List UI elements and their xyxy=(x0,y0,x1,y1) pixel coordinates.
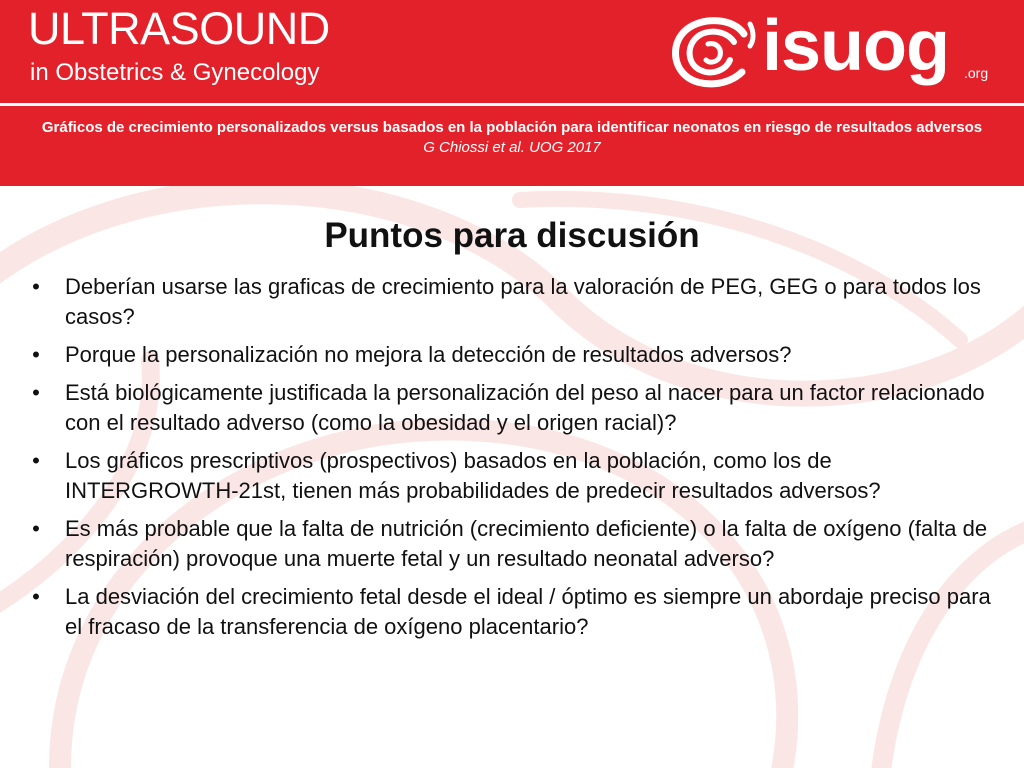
bullet-icon: • xyxy=(32,380,40,405)
slide-title: Puntos para discusión xyxy=(324,216,700,255)
point-text: Los gráficos prescriptivos (prospectivos) basados en la población, como los de INTERGROWTH-21st, tienen más probabilidades de predecir resultados adversos? xyxy=(65,448,881,503)
isuog-domain-suffix: .org xyxy=(964,65,989,81)
bullet-icon: • xyxy=(32,516,40,541)
bullet-icon: • xyxy=(32,584,40,609)
list-item xyxy=(26,514,1001,574)
bullet-icon: • xyxy=(32,274,40,299)
list-item xyxy=(26,272,1001,332)
journal-header xyxy=(0,0,1024,103)
article-title: Gráficos de crecimiento personalizados versus basados en la población para identificar neonatos en riesgo de resultados adversos xyxy=(41,119,983,136)
discussion-points-list xyxy=(26,272,1001,650)
journal-subtitle: in Obstetrics & Gynecology xyxy=(30,59,320,86)
point-text: La desviación del crecimiento fetal desde el ideal / óptimo es siempre un abordaje preciso para el fracaso de la transferencia de oxígeno placentario? xyxy=(65,584,991,639)
list-item xyxy=(26,340,1001,370)
point-text: Porque la personalización no mejora la detección de resultados adversos? xyxy=(65,342,792,367)
bullet-icon: • xyxy=(32,448,40,473)
slide-content xyxy=(0,186,1024,768)
point-text: Deberían usarse las graficas de crecimiento para la valoración de PEG, GEG o para todos los casos? xyxy=(65,274,981,329)
list-item xyxy=(26,378,1001,438)
article-banner xyxy=(0,106,1024,186)
point-text: Es más probable que la falta de nutrición (crecimiento deficiente) o la falta de oxígeno (falta de respiración) provoque una muerte fetal y un resultado neonatal adverso? xyxy=(65,516,988,571)
article-citation: G Chiossi et al. UOG 2017 xyxy=(423,139,601,156)
point-text: Está biológicamente justificada la personalización del peso al nacer para un factor relacionado con el resultado adverso (como la obesidad y el origen racial)? xyxy=(65,380,985,435)
isuog-emblem-icon xyxy=(668,12,758,90)
list-item xyxy=(26,582,1001,642)
bullet-icon: • xyxy=(32,342,40,367)
isuog-wordmark: isuog xyxy=(762,6,949,86)
journal-title: ULTRASOUND xyxy=(28,3,330,54)
isuog-logo xyxy=(668,8,1008,96)
list-item xyxy=(26,446,1001,506)
